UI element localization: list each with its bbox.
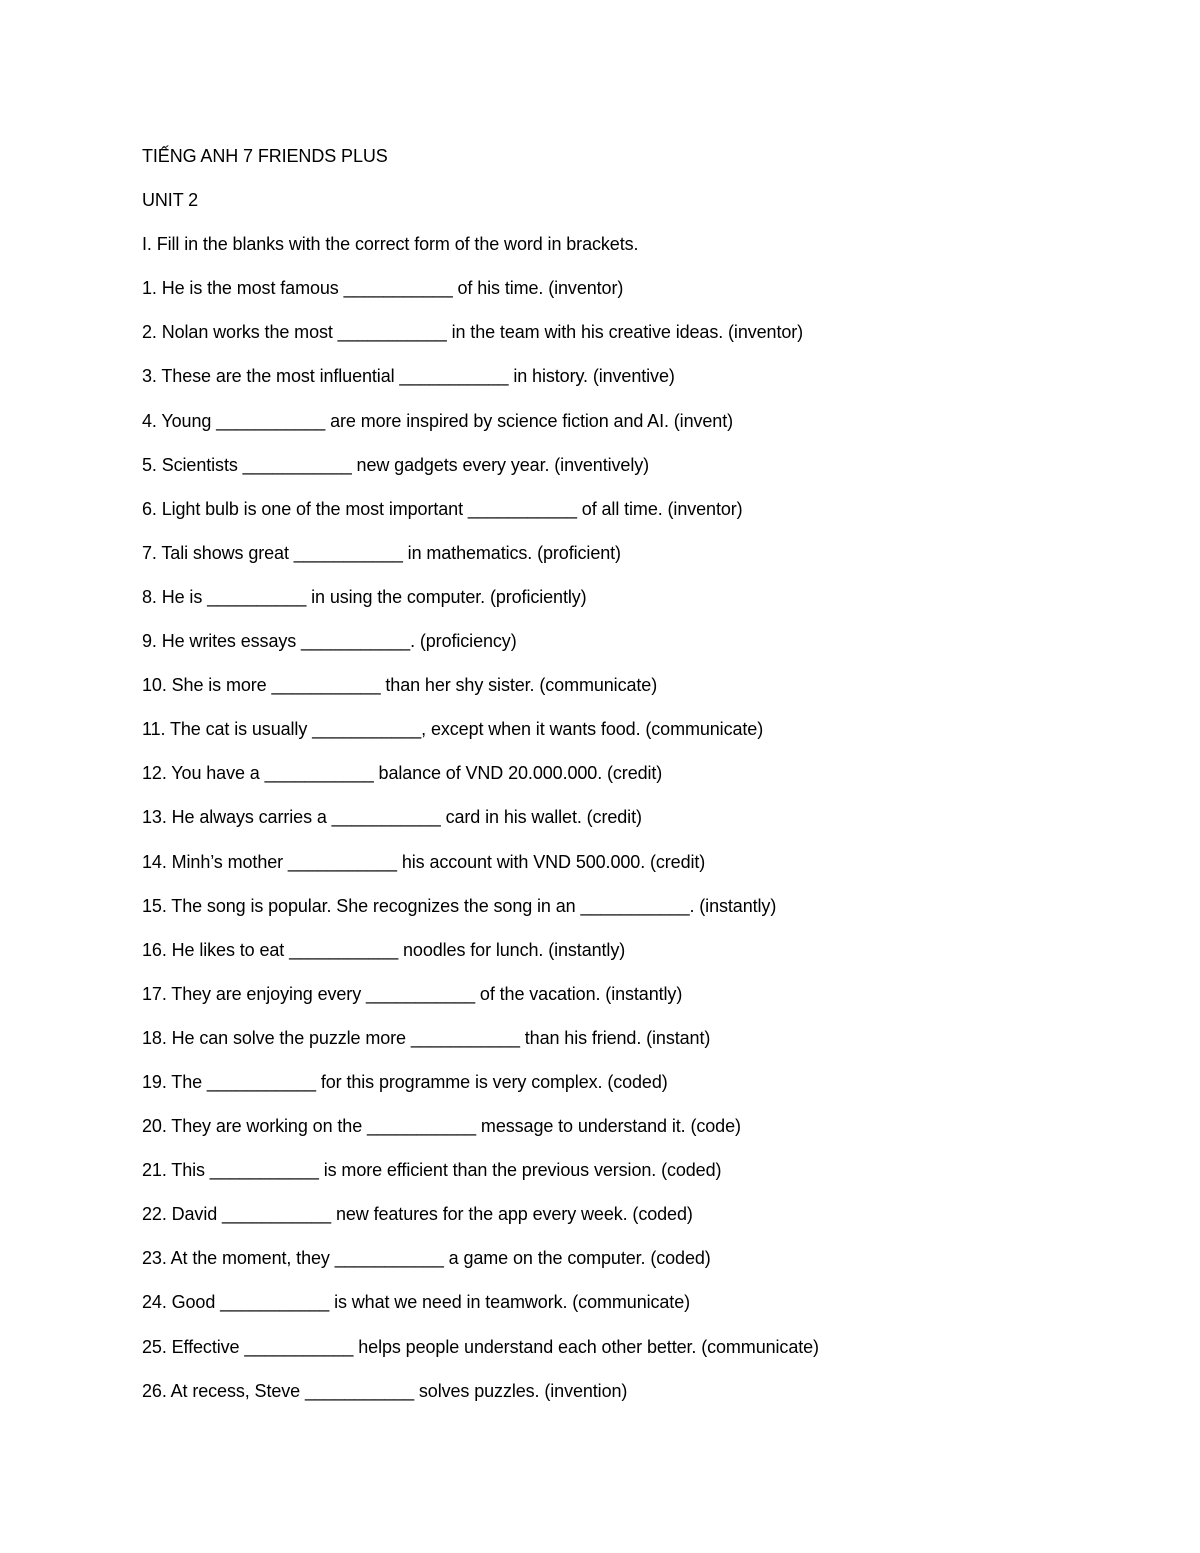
exercise-item: 5. Scientists ___________ new gadgets every year. (inventively) — [142, 454, 650, 475]
exercise-item: 14. Minh’s mother ___________ his account with VND 500.000. (credit) — [142, 851, 706, 872]
exercise-item: 6. Light bulb is one of the most important ___________ of all time. (inventor) — [142, 498, 743, 519]
exercise-item: 17. They are enjoying every ___________ of the vacation. (instantly) — [142, 983, 683, 1004]
unit-heading: UNIT 2 — [142, 190, 199, 211]
exercise-item: 10. She is more ___________ than her shy sister. (communicate) — [142, 675, 658, 696]
exercise-item: 9. He writes essays ___________. (proficiency) — [142, 631, 517, 652]
exercise-item: 25. Effective ___________ helps people understand each other better. (communicate) — [142, 1336, 819, 1357]
exercise-item: 23. At the moment, they ___________ a game on the computer. (coded) — [142, 1248, 711, 1269]
exercise-item: 21. This ___________ is more efficient than the previous version. (coded) — [142, 1160, 722, 1181]
exercise-item: 26. At recess, Steve ___________ solves puzzles. (invention) — [142, 1380, 628, 1401]
exercise-item: 12. You have a ___________ balance of VND 20.000.000. (credit) — [142, 763, 663, 784]
exercise-item: 11. The cat is usually ___________, except when it wants food. (communicate) — [142, 719, 764, 740]
exercise-item: 13. He always carries a ___________ card in his wallet. (credit) — [142, 807, 642, 828]
section-instruction: I. Fill in the blanks with the correct form of the word in brackets. — [142, 234, 639, 255]
exercise-item: 7. Tali shows great ___________ in mathematics. (proficient) — [142, 542, 621, 563]
exercise-item: 20. They are working on the ___________ message to understand it. (code) — [142, 1116, 741, 1137]
exercise-item: 4. Young ___________ are more inspired by science fiction and AI. (invent) — [142, 410, 734, 431]
document-content — [142, 142, 1142, 1421]
exercise-item: 24. Good ___________ is what we need in teamwork. (communicate) — [142, 1292, 691, 1313]
exercise-item: 1. He is the most famous ___________ of his time. (inventor) — [142, 278, 624, 299]
exercise-item: 8. He is __________ in using the computer. (proficiently) — [142, 586, 587, 607]
exercise-item: 19. The ___________ for this programme is very complex. (coded) — [142, 1071, 668, 1092]
exercise-item: 22. David ___________ new features for the app every week. (coded) — [142, 1204, 693, 1225]
document-title: TIẾNG ANH 7 FRIENDS PLUS — [142, 146, 388, 166]
exercise-item: 15. The song is popular. She recognizes the song in an ___________. (instantly) — [142, 895, 777, 916]
exercise-item: 2. Nolan works the most ___________ in the team with his creative ideas. (inventor) — [142, 322, 804, 343]
exercise-item: 18. He can solve the puzzle more ___________ than his friend. (instant) — [142, 1027, 711, 1048]
exercise-item: 3. These are the most influential ___________ in history. (inventive) — [142, 366, 675, 387]
exercise-item: 16. He likes to eat ___________ noodles for lunch. (instantly) — [142, 939, 626, 960]
